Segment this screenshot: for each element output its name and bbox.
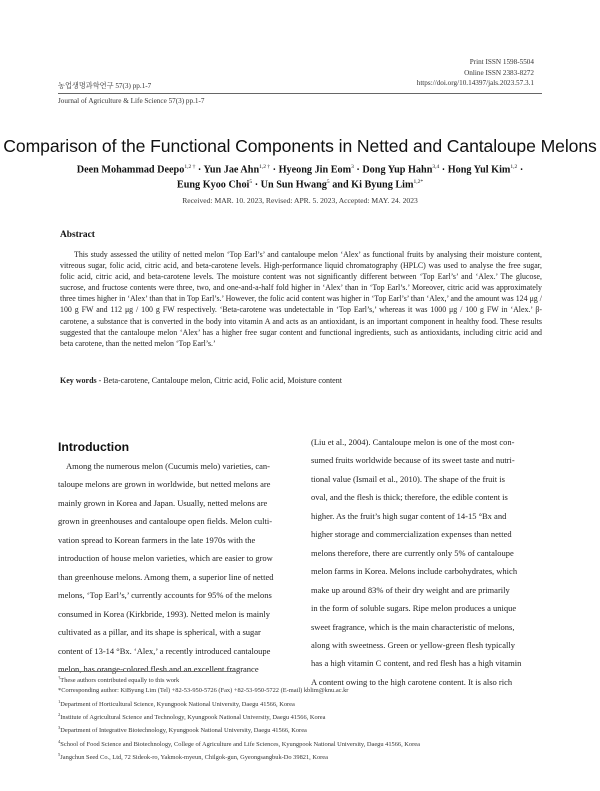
author-affiliation-sup: 1,2 [510, 164, 518, 170]
body-text-line: taloupe melons are grown in worldwide, but netted melons are [58, 479, 271, 490]
body-text-line: tional value (Ismail et al., 2010). The shape of the fruit is [311, 473, 505, 484]
body-text-line: mainly grown in Korea and Japan. Usually, netted melons are [58, 497, 268, 508]
online-issn: Online ISSN 2383-8272 [464, 68, 534, 77]
footnote-text: Department of Horticultural Science, Kyungpook National University, Daegu 41566, Korea [60, 700, 295, 708]
footnote-text: *Corresponding author: KiByung Lim (Tel) +82-53-950-5726 (Fax) +82-53-950-5722 (E-mail) kblim@knu.ac.kr [58, 687, 349, 695]
doi-link[interactable]: https://doi.org/10.14397/jals.2023.57.3.1 [416, 79, 534, 88]
footnote-item [58, 710, 542, 723]
line1-author-name: Hyeong Jin Eom [278, 164, 352, 176]
footnote-item [58, 737, 542, 750]
print-issn: Print ISSN 1598-5504 [469, 58, 534, 66]
footnote-item [58, 723, 542, 736]
body-text-line: content of 13-14 °Bx. ‘Alex,’ a recently introduced cantaloupe [58, 645, 271, 656]
line1-author-name: Yun Jae Ahn [203, 164, 260, 176]
body-text-line: cultivated as a pillar, and its shape is spherical, with a sugar [58, 627, 261, 638]
footnote-text: Department of Integrative Biotechnology, Kyungpook National University, Daegu 41566, Korea [60, 727, 307, 735]
body-text-line: sweet fragrance, which is the main characteristic of melons, [311, 621, 515, 632]
line1-author-name: Hong Yul Kim [447, 164, 511, 176]
body-text-line: consumed in Korea (Kirkbride, 1993). Netted melon is mainly [58, 608, 270, 619]
author-line-2 [60, 175, 540, 192]
author-affiliation-sup: 5 [249, 179, 253, 185]
line1-author-name: Dong Yup Hahn [362, 164, 433, 176]
author-separator: · [270, 164, 279, 176]
author-separator: · [195, 164, 204, 176]
author-affiliation-sup: 3 [351, 164, 354, 170]
journal-korean: 농업생명과학연구 57(3) pp.1-7 [58, 82, 152, 90]
author-affiliation-sup: 1,2* [413, 179, 424, 185]
body-text-line: higher storage and commercialization expenses than netted [311, 529, 512, 540]
footnote-marker: 5 [58, 751, 61, 757]
keywords-text: Beta-carotene, Cantaloupe melon, Citric acid, Folic acid, Moisture content [103, 376, 342, 385]
author-separator: · [517, 164, 524, 176]
abstract-text: This study assessed the utility of netted melon ‘Top Earl’s’ and cantaloupe melon ‘Alex’ as functional fruits by analysing their moisture content, vitreous sugar, folic acid, citric acid, and beta-carotene levels. High-performance liquid chromatography (HPLC) was used to analyse the free sugar, folic acid, citric acid, and beta-carotene levels. The moisture content was not significantly different between ‘Top Earl’s’ and ‘Alex.’ The glucose, sucrose, and fructose contents were three, two, and one-and-a-half fold higher in ‘Alex’ than in ‘Top Earl’s.’ Moreover, citric acid was approximately three times higher in ‘Alex’ than that in Top Earl’s.’ However, the folic acid content was higher in ‘Top Earl’s’ than ‘Alex,’ and the amount was 124 μg / 100 g FW and 112 μg / 100 g FW respectively. ‘Beta-carotene was undetectable in ‘Top Earl’s,’ whereas it was 1000 μg / 100 g FW in ‘Alex.’ β-carotene, a substance that is converted in the body into vitamin A and acts as an antioxidant, is an important component in healthy food. These results suggested that the cantaloupe melon ‘Alex’ has a higher free sugar content and functional ingredients, such as antioxidants, including citric acid and beta carotene, than the netted melon ‘Top Earl’s.’ [60, 250, 542, 348]
intro-left-column [58, 457, 291, 678]
author-separator: · [439, 164, 448, 176]
intro-right-column [311, 433, 543, 691]
footnote-item [58, 697, 542, 710]
footnotes [58, 673, 542, 763]
footnote-marker: 2 [58, 711, 61, 717]
body-text-line: oval, and the flesh is thick; therefore, the edible content is [311, 492, 508, 503]
line2-author-name: Eung Kyoo Choi [176, 179, 250, 191]
body-text-line: melon farms in Korea. Melons include carbohydrates, which [311, 566, 518, 577]
body-text-line: along with sweetness. Green or yellow-green flesh typically [311, 639, 515, 650]
body-text-line: (Liu et al., 2004). Cantaloupe melon is one of the most con- [311, 437, 515, 447]
footnote-marker: 4 [58, 738, 61, 744]
body-text-line: has a high vitamin C content, and red flesh has a high vitamin [311, 658, 522, 669]
header-rule [58, 93, 542, 94]
author-separator: · [353, 164, 363, 176]
footnote-text: These authors contributed equally to this work [60, 677, 180, 685]
footnote-item [58, 686, 542, 696]
footnote-rule [58, 671, 236, 672]
body-text-line: than greenhouse melons. Among them, a superior line of netted [58, 571, 274, 582]
author-conjunction: and [329, 179, 352, 191]
author-affiliation-sup: 3,4 [432, 164, 440, 170]
footnote-item [58, 750, 542, 763]
footnote-text: Jangchun Seed Co., Ltd, 72 Sideok-ro, Yakmok-myeun, Chilgok-gun, Gyeongsangbuk-Do 39821, Korea [60, 753, 328, 761]
footnote-item [58, 673, 542, 686]
body-text-line: make up around 83% of their dry weight and are primarily [311, 584, 510, 595]
received-dates: Received: MAR. 10. 2023, Revised: APR. 5. 2023, Accepted: MAY. 24. 2023 [182, 196, 418, 205]
body-text-line: higher. As the fruit’s high sugar content of 14-15 °Bx and [311, 510, 507, 521]
abstract-heading: Abstract [60, 230, 95, 240]
line2-author-name: Un Sun Hwang [260, 179, 327, 191]
author-affiliation-sup: 5 [326, 179, 330, 185]
line1-author-name: Deen Mohammad Deepo [76, 164, 185, 176]
author-affiliation-sup: 1,2 † [259, 164, 271, 170]
body-text-line: Among the numerous melon (Cucumis melo) varieties, can- [58, 461, 270, 471]
body-text-line: melon, has orange-colored flesh and an excellent fragrance [58, 663, 259, 674]
body-text-line: grown in greenhouses and cantaloupe open fields. Melon culti- [58, 516, 273, 527]
keywords-dash: - [98, 376, 102, 385]
body-text-line: vation spread to Korean farmers in the late 1970s with the [58, 534, 256, 545]
body-text-line: melons, ‘Top Earl’s,’ currently accounts for 95% of the melons [58, 590, 272, 601]
footnote-marker: † [58, 675, 61, 680]
footnote-text: Institute of Agricultural Science and Technology, Kyungpook National University, Daegu 41566, Korea [60, 713, 326, 721]
paper-title: Comparison of the Functional Components in Netted and Cantaloupe Melons [3, 136, 597, 156]
body-text-line: melons therefore, there are currently only 5% of cantaloupe [311, 547, 514, 558]
footnote-marker: 3 [58, 725, 61, 731]
body-text-line: sumed fruits worldwide because of its sweet taste and nutri- [311, 455, 515, 466]
author-separator: · [252, 179, 261, 191]
introduction-heading: Introduction [58, 440, 130, 454]
keywords [60, 376, 542, 385]
author-affiliation-sup: 1,2 † [184, 164, 196, 170]
footnote-text: School of Food Science and Biotechnology, College of Agriculture and Life Sciences, Kyungpook National University, Daegu 41566, Korea [60, 740, 420, 748]
keywords-label: Key words [60, 376, 97, 385]
journal-english: Journal of Agriculture & Life Science 57(3) pp.1-7 [58, 97, 205, 105]
line2-author-name: Ki Byung Lim [351, 179, 414, 191]
issn-block [417, 57, 534, 89]
body-text-line: A content owing to the high carotene content. It is also rich [311, 676, 513, 687]
body-text-line: introduction of house melon varieties, which are easier to grow [58, 553, 273, 564]
footnote-marker: 1 [58, 698, 61, 704]
body-text-line: in the form of soluble sugars. Ripe melon produces a unique [311, 603, 517, 614]
